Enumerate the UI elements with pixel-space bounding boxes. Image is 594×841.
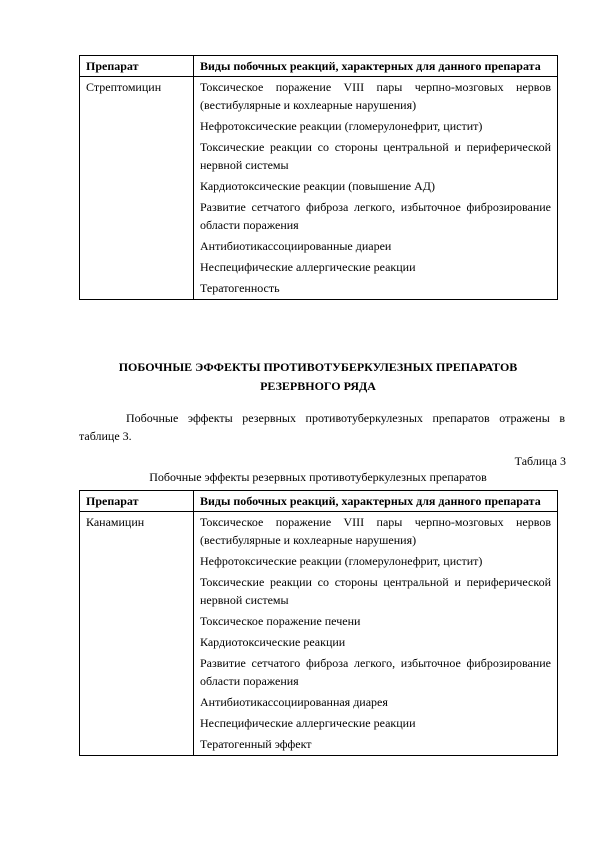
column-header-reactions: Виды побочных реакций, характерных для данного препарата (194, 491, 558, 512)
section-heading-line-2: РЕЗЕРВНОГО РЯДА (260, 379, 376, 393)
reaction-item: Антибиотикассоциированные диареи (200, 239, 392, 253)
table-row (80, 512, 558, 756)
reaction-item: Кардиотоксические реакции (повышение АД) (200, 179, 435, 193)
reserve-drugs-side-effects-table (79, 490, 558, 756)
reaction-item: Развитие сетчатого фиброза легкого, избыточное фиброзирование области поражения (200, 200, 551, 232)
drug-name-cell: Канамицин (80, 512, 194, 756)
reaction-item: Нефротоксические реакции (гломерулонефрит, цистит) (200, 119, 483, 133)
column-header-drug: Препарат (80, 56, 194, 77)
table-header-row (80, 56, 558, 77)
reaction-item: Неспецифические аллергические реакции (200, 716, 416, 730)
reaction-item: Токсические реакции со стороны центральной и периферической нервной системы (200, 140, 551, 172)
reaction-item: Токсическое поражение печени (200, 614, 361, 628)
reactions-cell (194, 512, 558, 756)
side-effects-table-continued (79, 55, 558, 300)
reaction-item: Кардиотоксические реакции (200, 635, 346, 649)
reaction-item: Нефротоксические реакции (гломерулонефрит, цистит) (200, 554, 483, 568)
column-header-drug: Препарат (80, 491, 194, 512)
reaction-item: Развитие сетчатого фиброза легкого, избыточное фиброзирование области поражения (200, 656, 551, 688)
reaction-item: Тератогенность (200, 281, 280, 295)
table-number: Таблица 3 (514, 454, 566, 468)
reaction-item: Антибиотикассоциированная диарея (200, 695, 388, 709)
reaction-item: Токсическое поражение VIII пары черпно-мозговых нервов (вестибулярные и кохлеарные нарушения) (200, 80, 551, 112)
table-header-row (80, 491, 558, 512)
reaction-item: Тератогенный эффект (200, 737, 312, 751)
body-paragraph: Побочные эффекты резервных противотуберкулезных препаратов отражены в таблице 3. (79, 411, 565, 443)
column-header-reactions: Виды побочных реакций, характерных для данного препарата (194, 56, 558, 77)
section-heading (79, 358, 557, 396)
reaction-item: Токсические реакции со стороны центральной и периферической нервной системы (200, 575, 551, 607)
table-caption: Побочные эффекты резервных противотуберкулезных препаратов (149, 470, 487, 484)
reaction-item: Токсическое поражение VIII пары черпно-мозговых нервов (вестибулярные и кохлеарные нарушения) (200, 515, 551, 547)
drug-name-cell: Стрептомицин (80, 77, 194, 300)
table-row (80, 77, 558, 300)
section-heading-line-1: ПОБОЧНЫЕ ЭФФЕКТЫ ПРОТИВОТУБЕРКУЛЕЗНЫХ ПРЕПАРАТОВ (118, 360, 518, 374)
reaction-item: Неспецифические аллергические реакции (200, 260, 416, 274)
reactions-cell (194, 77, 558, 300)
